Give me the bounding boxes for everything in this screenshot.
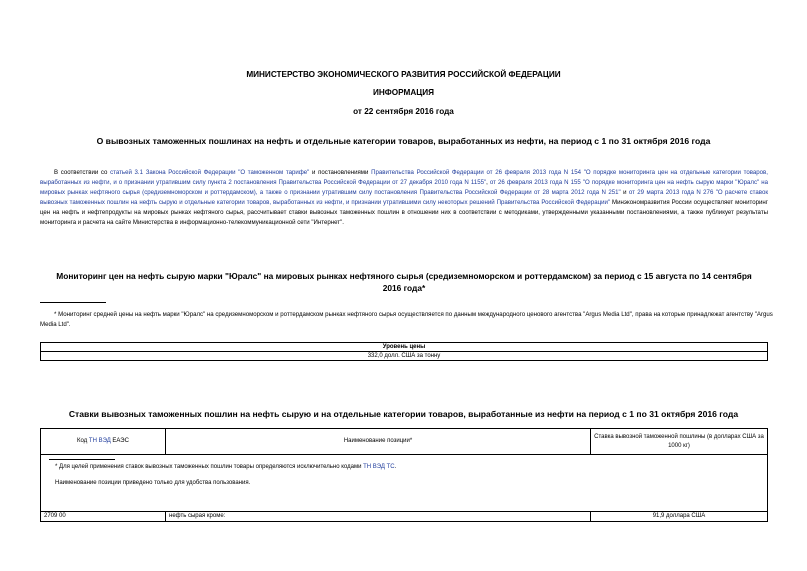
col-code-prefix: Код: [77, 438, 89, 444]
monitoring-footnote: * Мониторинг средней цены на нефть марки "Юралс" на средиземноморском и роттердамском рынках нефтяного сырья осуществляется по данным международного ценового агентства "Argus Media Ltd", права на которые принадлежат агентству "Argus Media Ltd".: [40, 311, 773, 328]
rates-title: Ставки вывозных таможенных пошлин на нефть сырую и на отдельные категории товаров, выработанные из нефти на период с 1 по 31 октября 2016 года: [68, 409, 739, 419]
row-name: нефть сырая кроме:: [166, 512, 591, 522]
col-code-suffix: ЕАЭС: [110, 438, 129, 444]
note1-prefix: * Для целей применения ставок вывозных таможенных пошлин товары определяются исключительно кодами: [55, 464, 364, 470]
rates-table: [40, 428, 768, 522]
ministry-title: МИНИСТЕРСТВО ЭКОНОМИЧЕСКОГО РАЗВИТИЯ РОССИЙСКОЙ ФЕДЕРАЦИИ: [246, 70, 561, 79]
document-subject: О вывозных таможенных пошлинах на нефть и отдельные категории товаров, выработанных из нефти, на период с 1 по 31 октября 2016 года: [96, 136, 711, 146]
col-rate-header: Ставка вывозной таможенной пошлины (в долларах США за 1000 кг): [591, 429, 768, 455]
rates-note-2: Наименование позиции приведено только для удобства пользования.: [55, 480, 251, 486]
intro-paragraph: [40, 168, 768, 228]
rates-notes-row: [41, 455, 768, 512]
decree-154-link[interactable]: Правительства Российской Федерации от 26 февраля 2013 года N 154 "О порядке мониторинга цен на отдельные категории товаров, выработанных из нефти, и о признании утратившим силу пункта 2 постановления Правительства Российской Федерации от 27 декабря 2010 года N 1155": [40, 169, 768, 186]
row-code: 2709 00: [41, 512, 166, 522]
footnote-divider: [40, 302, 106, 303]
rates-table-header: [41, 429, 768, 455]
row-rate: 91,9 доллара США: [591, 512, 768, 522]
document-type: ИНФОРМАЦИЯ: [373, 88, 434, 97]
decree-155-link[interactable]: от 26 февраля 2013 года N 155 "О порядке мониторинга цен на нефть сырую марки "Юралс" на мировых рынках нефтяного сырья (средиземноморском и роттердамском), а также о признании утратившим силу постановления Правительства Российской Федерации от 28 марта 2012 года N 251": [40, 179, 768, 196]
intro-text-4: и: [620, 189, 629, 196]
price-level-header: Уровень цены: [41, 343, 768, 352]
law-link[interactable]: статьей 3.1 Закона Российской Федерации "О таможенном тарифе": [110, 169, 310, 176]
table-row: [41, 512, 768, 522]
col-name-header: Наименование позиции*: [166, 429, 591, 455]
notes-divider: [49, 459, 115, 460]
decree-276-link[interactable]: от 29 марта 2013 года N 276 "О расчете ставок вывозных таможенных пошлин на нефть сырую и отдельные категории товаров, выработанных из нефти, и признании утратившими силу некоторых решений Правительства Российской Федерации": [40, 189, 768, 206]
monitoring-title: Мониторинг цен на нефть сырую марки "Юралс" на мировых рынках нефтяного сырья (средиземноморском и роттердамском) за период с 15 августа по 14 сентября 2016 года*: [56, 271, 752, 293]
rates-note-1: [55, 463, 761, 471]
intro-text-1: В соответствии со: [54, 169, 111, 176]
document-date: от 22 сентября 2016 года: [353, 107, 454, 116]
intro-text-3: ,: [486, 179, 490, 186]
price-level-value: 332,0 долл. США за тонну: [41, 352, 768, 361]
price-level-table: [40, 342, 768, 361]
tnved-link[interactable]: ТН ВЭД: [88, 438, 111, 444]
col-code-header: [41, 429, 166, 455]
rates-notes-cell: [41, 455, 768, 512]
tnved-ts-link[interactable]: ТН ВЭД ТС: [363, 464, 395, 470]
note1-suffix: .: [394, 464, 397, 470]
intro-text-2: и постановлениями: [309, 169, 372, 176]
intro-text-5: Минэкономразвития России осуществляет мониторинг цен на нефть и нефтепродукты на мировых рынках нефтяного сырья, рассчитывает ставки вывозных таможенных пошлин в отношении них в соответствии с методиками, утвержденными указанными постановлениями, а также публикует результаты мониторинга и расчета на сайте Министерства в информационно-телекоммуникационной сети "Интернет".: [40, 199, 768, 226]
